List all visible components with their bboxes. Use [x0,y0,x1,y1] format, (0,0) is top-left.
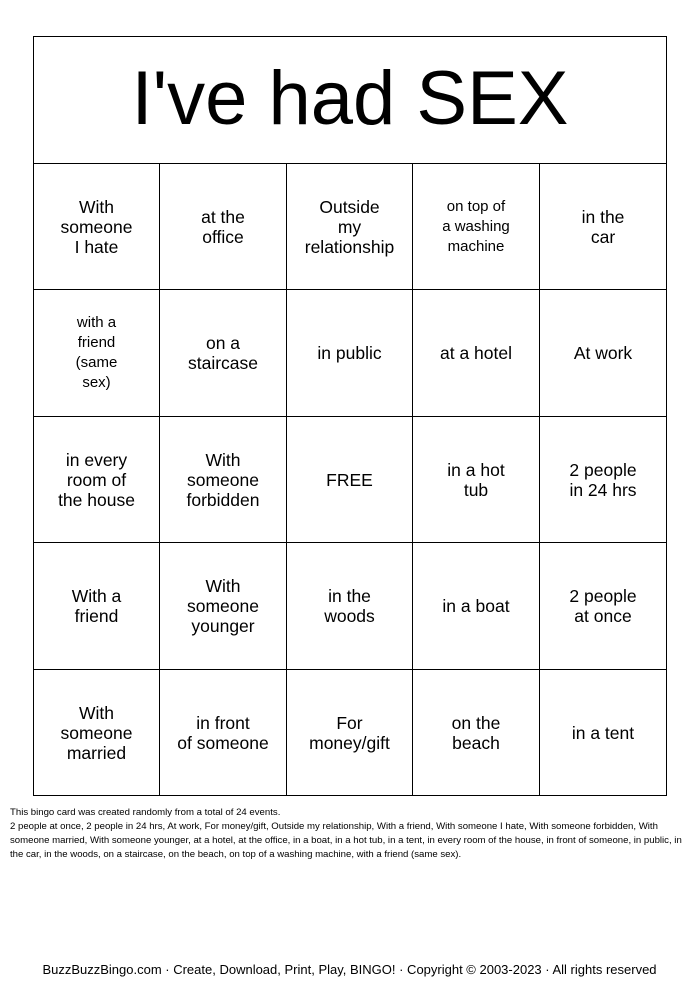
bingo-cell: At work [540,290,666,417]
bingo-cell: on a staircase [160,290,287,417]
bingo-cell: in a tent [571,722,635,743]
free-space-cell: FREE [287,417,413,543]
bingo-cell: with a friend (same sex) [34,290,160,417]
bingo-cell: For money/gift [287,670,413,795]
bingo-cell: in the woods [287,543,413,670]
copyright-footer: BuzzBuzzBingo.com · Create, Download, Print, Play, BINGO! · Copyright © 2003-2023 · All rights reserved [42,962,657,977]
bingo-cell: 2 people at once [540,543,666,670]
card-info [10,806,690,862]
bingo-cell: on top of a washing machine [413,164,540,290]
title-box [34,37,666,164]
bingo-cell: Outside my relationship [287,164,413,290]
events-list: 2 people at once, 2 people in 24 hrs, At work, For money/gift, Outside my relationship, With a friend, With someone I hate, With someone forbidden, With someone married, With someone younger, at a hotel, at the office, in a boat, in a hot tub, in a tent, in every room of the house, in front of someone, in public, in the car, in the woods, on a staircase, on the beach, on top of a washing machine, with a friend (same sex). [10,821,682,860]
bingo-cell: in the car [540,164,666,290]
card-title: I've had SEX [131,56,569,141]
bingo-cell: at a hotel [413,290,540,417]
bingo-cell: in a hot tub [413,417,540,543]
bingo-cell: at the office [160,164,287,290]
bingo-cell: in every room of the house [34,417,160,543]
bingo-cell: in a boat [413,543,540,670]
bingo-cell: on the beach [413,670,540,795]
bingo-cell: With someone forbidden [160,417,287,543]
bingo-grid [34,164,666,795]
bingo-cell: With a friend [34,543,160,670]
bingo-cell: With someone married [34,670,160,795]
bingo-cell: With someone I hate [34,164,160,290]
bingo-cell: With someone younger [160,543,287,670]
bingo-cell: in public [287,290,413,417]
bingo-card [33,36,667,796]
bingo-cell: 2 people in 24 hrs [540,417,666,543]
created-note: This bingo card was created randomly from a total of 24 events. [10,807,281,818]
bingo-cell: in front of someone [160,670,287,795]
